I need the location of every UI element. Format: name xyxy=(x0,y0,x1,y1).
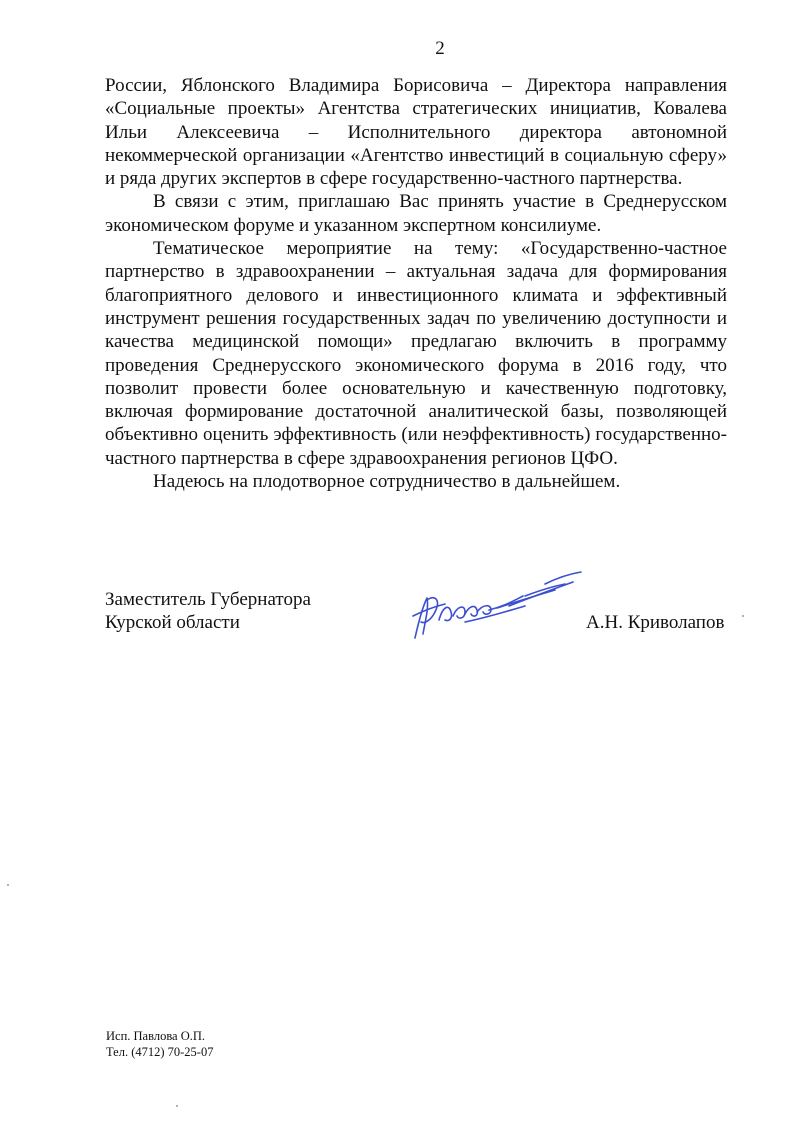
signatory-position xyxy=(105,588,311,634)
scan-speck xyxy=(176,1105,178,1107)
scan-speck xyxy=(742,615,744,617)
signatory-position-line2: Курской области xyxy=(105,612,240,633)
executor-phone: Тел. (4712) 70-25-07 xyxy=(106,1045,214,1059)
signatory-position-line1: Заместитель Губернатора xyxy=(105,589,311,610)
paragraph-proposal: Тематическое мероприятие на тему: «Государственно-частное партнерство в здравоохранении – актуальная задача для формирования благоприятного делового и инвестиционного климата и эффективный инструмент решения государственных задач по увеличению доступности и качества медицинской помощи» предлагаю включить в программу проведения Среднерусского экономического форума в 2016 году, что позволит провести более основательную и качественную подготовку, включая формирование достаточной аналитической базы, позволяющей объективно оценить эффективность (или неэффективность) государственно-частного партнерства в сфере здравоохранения регионов ЦФО. xyxy=(105,238,727,469)
handwritten-signature xyxy=(405,560,590,645)
signatory-name: А.Н. Криволапов xyxy=(586,612,725,633)
executor-name: Исп. Павлова О.П. xyxy=(106,1029,206,1043)
scan-speck xyxy=(7,884,9,886)
paragraph-invitation: В связи с этим, приглашаю Вас принять участие в Среднерусском экономическом форуме и указанном экспертном консилиуме. xyxy=(105,191,727,236)
letter-body xyxy=(105,74,727,493)
executor-footer xyxy=(106,1028,213,1060)
paragraph-continuation: России, Яблонского Владимира Борисовича – Директора направления «Социальные проекты» Агентства стратегических инициатив, Ковалева Ильи Алексеевича – Исполнительного директора автономной некоммерческой организации «Агентство инвестиций в социальную сферу» и ряда других экспертов в сфере государственно-частного партнерства. xyxy=(105,75,727,190)
paragraph-closing: Надеюсь на плодотворное сотрудничество в дальнейшем. xyxy=(153,471,621,493)
page-number: 2 xyxy=(435,38,445,59)
